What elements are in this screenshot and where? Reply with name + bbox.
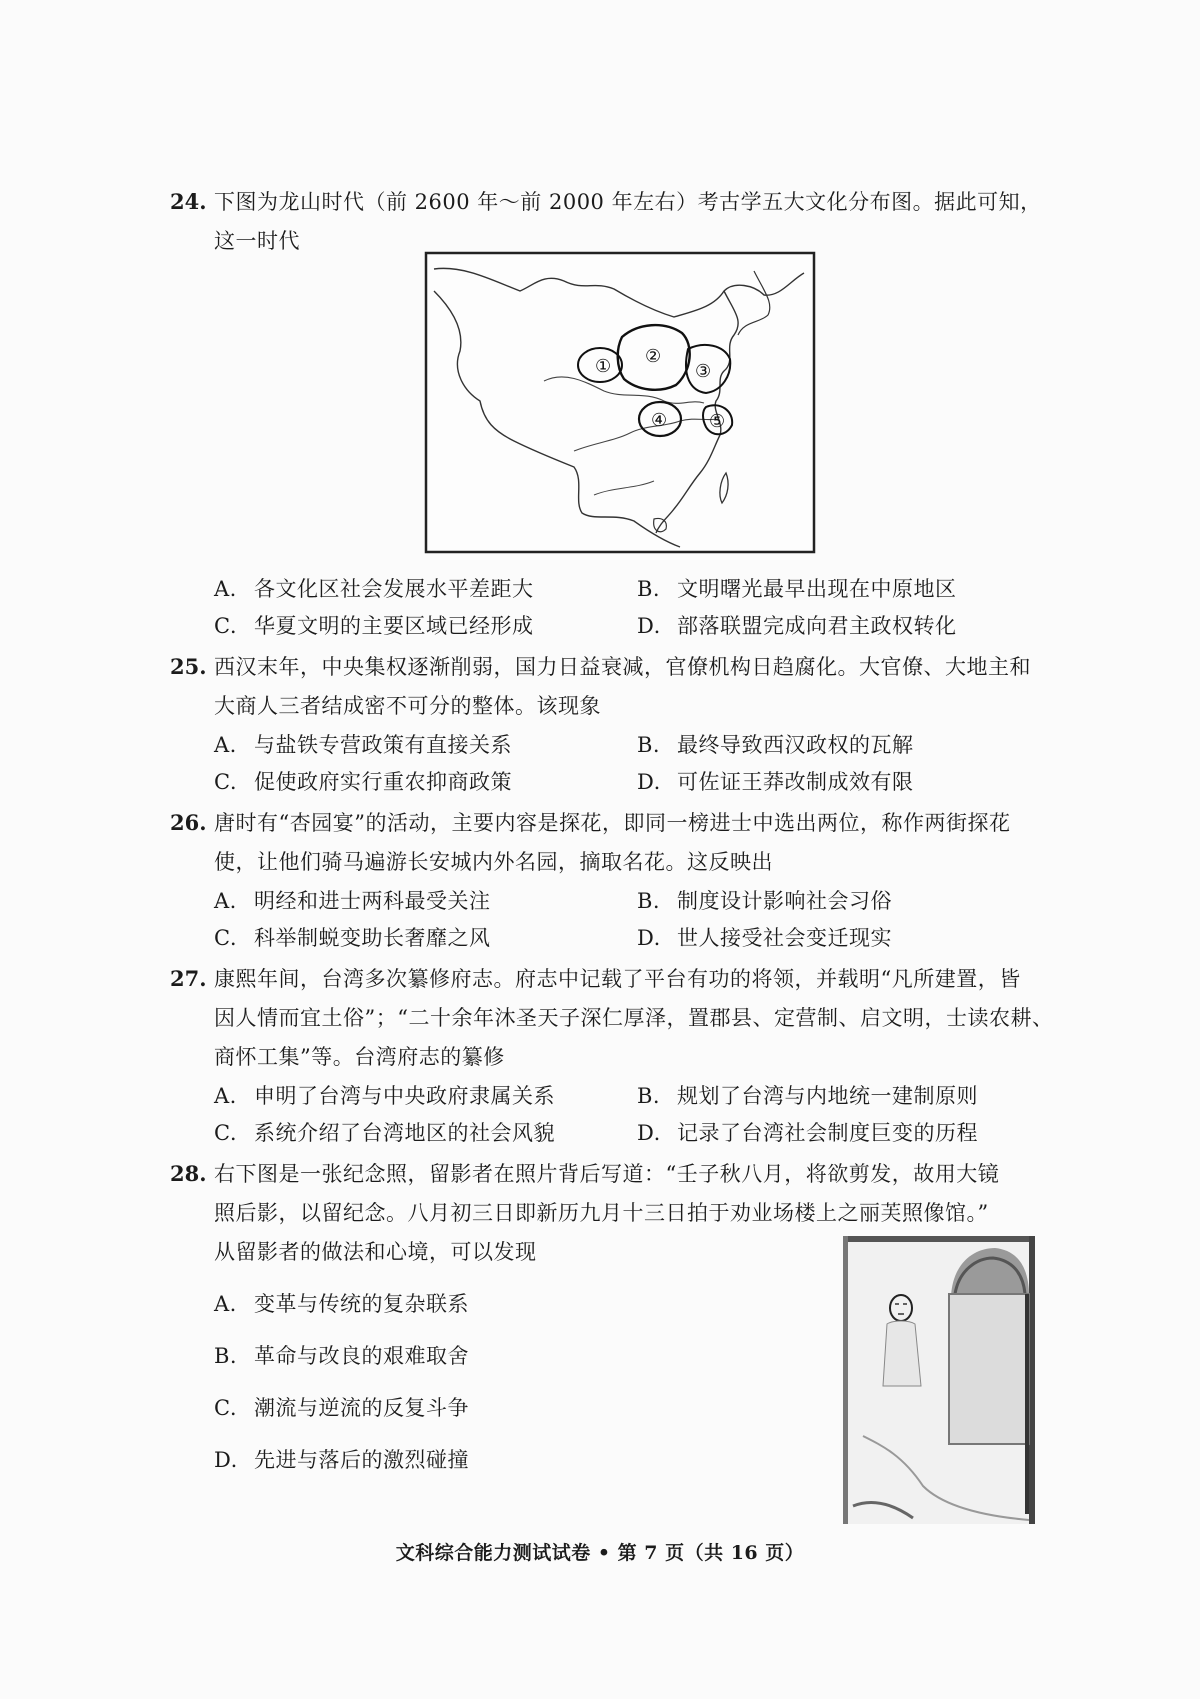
question-26-stem-line-2: 使，让他们骑马遍游长安城内外名园，摘取名花。这反映出 bbox=[214, 850, 773, 874]
option-label: C. bbox=[214, 614, 237, 638]
question-27-option-a[interactable] bbox=[214, 1082, 555, 1110]
option-text: 潮流与逆流的反复斗争 bbox=[254, 1396, 469, 1420]
question-25-option-c[interactable] bbox=[214, 768, 512, 796]
question-26-stem-line-1: 唐时有“杏园宴”的活动，主要内容是探花，即同一榜进士中选出两位，称作两街探花 bbox=[214, 811, 1011, 835]
question-27-option-b[interactable] bbox=[637, 1082, 978, 1110]
person-body bbox=[883, 1321, 921, 1386]
question-28-option-d[interactable] bbox=[214, 1446, 469, 1474]
option-label: D. bbox=[637, 770, 661, 794]
option-label: B. bbox=[637, 577, 661, 601]
option-text: 最终导致西汉政权的瓦解 bbox=[677, 733, 914, 757]
option-text: 先进与落后的激烈碰撞 bbox=[254, 1448, 469, 1472]
question-24-stem-line-1: 下图为龙山时代（前 2600 年～前 2000 年左右）考古学五大文化分布图。据此可知， bbox=[214, 190, 1042, 214]
question-26-option-b[interactable] bbox=[637, 887, 892, 915]
question-25-option-d[interactable] bbox=[637, 768, 914, 796]
option-text: 文明曙光最早出现在中原地区 bbox=[677, 577, 957, 601]
option-text: 可佐证王莽改制成效有限 bbox=[677, 770, 914, 794]
option-text: 各文化区社会发展水平差距大 bbox=[254, 577, 534, 601]
photo-top-edge bbox=[843, 1236, 1035, 1242]
question-24-option-d[interactable] bbox=[637, 612, 957, 640]
question-25-number: 25. bbox=[170, 654, 207, 679]
option-label: C. bbox=[214, 1121, 237, 1145]
option-label: D. bbox=[637, 926, 661, 950]
option-text: 科举制蜕变助长奢靡之风 bbox=[254, 926, 491, 950]
question-27-option-c[interactable] bbox=[214, 1119, 555, 1147]
question-28-stem-line-2: 照后影，以留纪念。八月初三日即新历九月十三日拍于劝业场楼上之丽芙照像馆。” bbox=[214, 1201, 989, 1225]
question-24-number: 24. bbox=[170, 189, 207, 214]
option-text: 申明了台湾与中央政府隶属关系 bbox=[254, 1084, 555, 1108]
option-label: A. bbox=[214, 889, 237, 913]
option-label: A. bbox=[214, 577, 237, 601]
map-marker-3: ③ bbox=[695, 361, 712, 382]
option-label: B. bbox=[637, 889, 661, 913]
option-label: A. bbox=[214, 1084, 237, 1108]
option-text: 明经和进士两科最受关注 bbox=[254, 889, 491, 913]
map-marker-1: ① bbox=[595, 356, 612, 377]
option-text: 部落联盟完成向君主政权转化 bbox=[677, 614, 957, 638]
option-label: B. bbox=[214, 1344, 238, 1368]
question-28-stem-line-1: 右下图是一张纪念照，留影者在照片背后写道：“壬子秋八月，将欲剪发，故用大镜 bbox=[214, 1162, 1000, 1186]
question-25-option-a[interactable] bbox=[214, 731, 512, 759]
question-28-option-a[interactable] bbox=[214, 1290, 469, 1318]
photo-left-edge bbox=[843, 1236, 848, 1524]
option-label: D. bbox=[637, 614, 661, 638]
option-label: D. bbox=[637, 1121, 661, 1145]
question-25-stem-line-1: 西汉末年，中央集权逐渐削弱，国力日益衰减，官僚机构日趋腐化。大官僚、大地主和 bbox=[214, 655, 1031, 679]
question-28-option-b[interactable] bbox=[214, 1342, 469, 1370]
option-label: C. bbox=[214, 1396, 237, 1420]
option-text: 世人接受社会变迁现实 bbox=[677, 926, 892, 950]
map-marker-4: ④ bbox=[651, 410, 668, 431]
option-text: 华夏文明的主要区域已经形成 bbox=[254, 614, 534, 638]
question-25-stem-line-2: 大商人三者结成密不可分的整体。该现象 bbox=[214, 694, 601, 718]
question-24-option-b[interactable] bbox=[637, 575, 957, 603]
option-text: 制度设计影响社会习俗 bbox=[677, 889, 892, 913]
question-24-stem-line-2: 这一时代 bbox=[214, 229, 300, 253]
question-26-option-a[interactable] bbox=[214, 887, 491, 915]
option-label: B. bbox=[637, 1084, 661, 1108]
option-label: A. bbox=[214, 733, 237, 757]
map-frame bbox=[426, 253, 814, 552]
question-24-option-c[interactable] bbox=[214, 612, 534, 640]
option-label: C. bbox=[214, 770, 237, 794]
mirror-frame bbox=[949, 1294, 1029, 1444]
option-text: 革命与改良的艰难取舍 bbox=[254, 1344, 469, 1368]
question-28-option-c[interactable] bbox=[214, 1394, 469, 1422]
option-label: A. bbox=[214, 1292, 237, 1316]
question-26-number: 26. bbox=[170, 810, 207, 835]
page-footer: 文科综合能力测试试卷 • 第 7 页（共 16 页） bbox=[395, 1542, 805, 1564]
question-28-stem-line-3: 从留影者的做法和心境，可以发现 bbox=[214, 1240, 537, 1264]
option-label: D. bbox=[214, 1448, 238, 1472]
question-27-number: 27. bbox=[170, 966, 207, 991]
option-text: 促使政府实行重农抑商政策 bbox=[254, 770, 512, 794]
option-label: B. bbox=[637, 733, 661, 757]
question-27-option-d[interactable] bbox=[637, 1119, 978, 1147]
option-label: C. bbox=[214, 926, 237, 950]
map-marker-5: ⑤ bbox=[709, 411, 726, 432]
question-27-stem-line-2: 因人情而宜土俗”；“二十余年沐圣天子深仁厚泽，置郡县、定营制、启文明，士读农耕、 bbox=[214, 1006, 1054, 1030]
option-text: 与盐铁专营政策有直接关系 bbox=[254, 733, 512, 757]
option-text: 记录了台湾社会制度巨变的历程 bbox=[677, 1121, 978, 1145]
longshan-culture-map bbox=[424, 251, 816, 554]
map-marker-2: ② bbox=[645, 346, 662, 367]
question-25-option-b[interactable] bbox=[637, 731, 914, 759]
question-26-option-c[interactable] bbox=[214, 924, 491, 952]
question-27-stem-line-3: 商怀工集”等。台湾府志的纂修 bbox=[214, 1045, 505, 1069]
commemorative-photo bbox=[843, 1236, 1035, 1524]
option-text: 规划了台湾与内地统一建制原则 bbox=[677, 1084, 978, 1108]
question-27-stem-line-1: 康熙年间，台湾多次纂修府志。府志中记载了平台有功的将领，并载明“凡所建置，皆 bbox=[214, 967, 1021, 991]
question-26-option-d[interactable] bbox=[637, 924, 892, 952]
option-text: 系统介绍了台湾地区的社会风貌 bbox=[254, 1121, 555, 1145]
question-28-number: 28. bbox=[170, 1161, 207, 1186]
option-text: 变革与传统的复杂联系 bbox=[254, 1292, 469, 1316]
question-24-option-a[interactable] bbox=[214, 575, 534, 603]
